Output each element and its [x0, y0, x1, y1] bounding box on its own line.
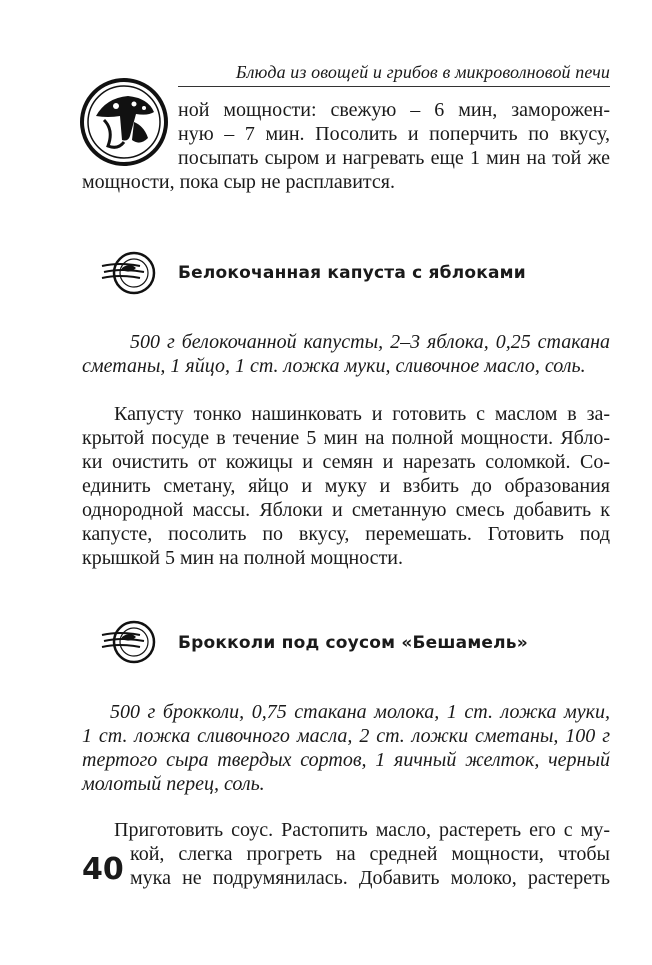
recipe1-title: Белокочанная капуста с яблоками [178, 263, 526, 283]
running-header: Блюда из овощей и грибов в микроволновой печи [235, 62, 610, 82]
dish-icon [100, 248, 158, 298]
recipe2-method-line-1: Приготовить соус. Растопить масло, растереть его с му- [114, 819, 610, 841]
chapter-mushroom-icon [78, 76, 170, 168]
recipe1-method-line-5: однородной массы. Яблоки и сметанную смесь добавить к [82, 499, 610, 521]
recipe1-ingredients-line-2: сметаны, 1 яйцо, 1 ст. ложка муки, сливочное масло, соль. [82, 355, 586, 377]
page-number: 40 [82, 852, 124, 887]
recipe1-method-line-4: единить сметану, яйцо и муку и взбить до образования [82, 475, 610, 497]
recipe2-ingredients-line-3: тертого сыра твердых сортов, 1 яичный желток, черный [82, 749, 610, 771]
recipe1-method-line-1: Капусту тонко нашинковать и готовить с маслом в за- [114, 403, 610, 425]
recipe2-method-line-2: кой, слегка прогреть на средней мощности, чтобы [130, 843, 610, 865]
intro-line-1: ной мощности: свежую – 6 мин, заморожен- [178, 99, 610, 121]
intro-line-4: мощности, пока сыр не расплавится. [82, 171, 395, 193]
recipe1-ingredients-line-1: 500 г белокочанной капусты, 2–3 яблока, 0,25 стакана [130, 331, 610, 353]
recipe2-ingredients-line-2: 1 ст. ложка сливочного масла, 2 ст. ложки сметаны, 100 г [82, 725, 610, 747]
intro-line-3: посыпать сыром и нагревать еще 1 мин на той же [178, 147, 610, 169]
header-rule [178, 86, 610, 87]
recipe2-title: Брокколи под соусом «Бешамель» [178, 633, 528, 653]
recipe1-method-line-6: капусте, посолить по вкусу, перемешать. Готовить под [82, 523, 610, 545]
recipe2-ingredients-line-4: молотый перец, соль. [82, 773, 265, 795]
recipe2-ingredients-line-1: 500 г брокколи, 0,75 стакана молока, 1 ст. ложка муки, [110, 701, 610, 723]
intro-line-2: ную – 7 мин. Посолить и поперчить по вкусу, [178, 123, 610, 145]
recipe1-method-line-3: ки очистить от кожицы и семян и нарезать соломкой. Со- [82, 451, 610, 473]
recipe1-method-line-7: крышкой 5 мин на полной мощности. [82, 547, 404, 569]
recipe2-method-line-3: мука не подрумянилась. Добавить молоко, растереть [130, 867, 610, 889]
recipe1-method-line-2: крытой посуде в течение 5 мин на полной мощности. Ябло- [82, 427, 610, 449]
dish-icon [100, 617, 158, 667]
